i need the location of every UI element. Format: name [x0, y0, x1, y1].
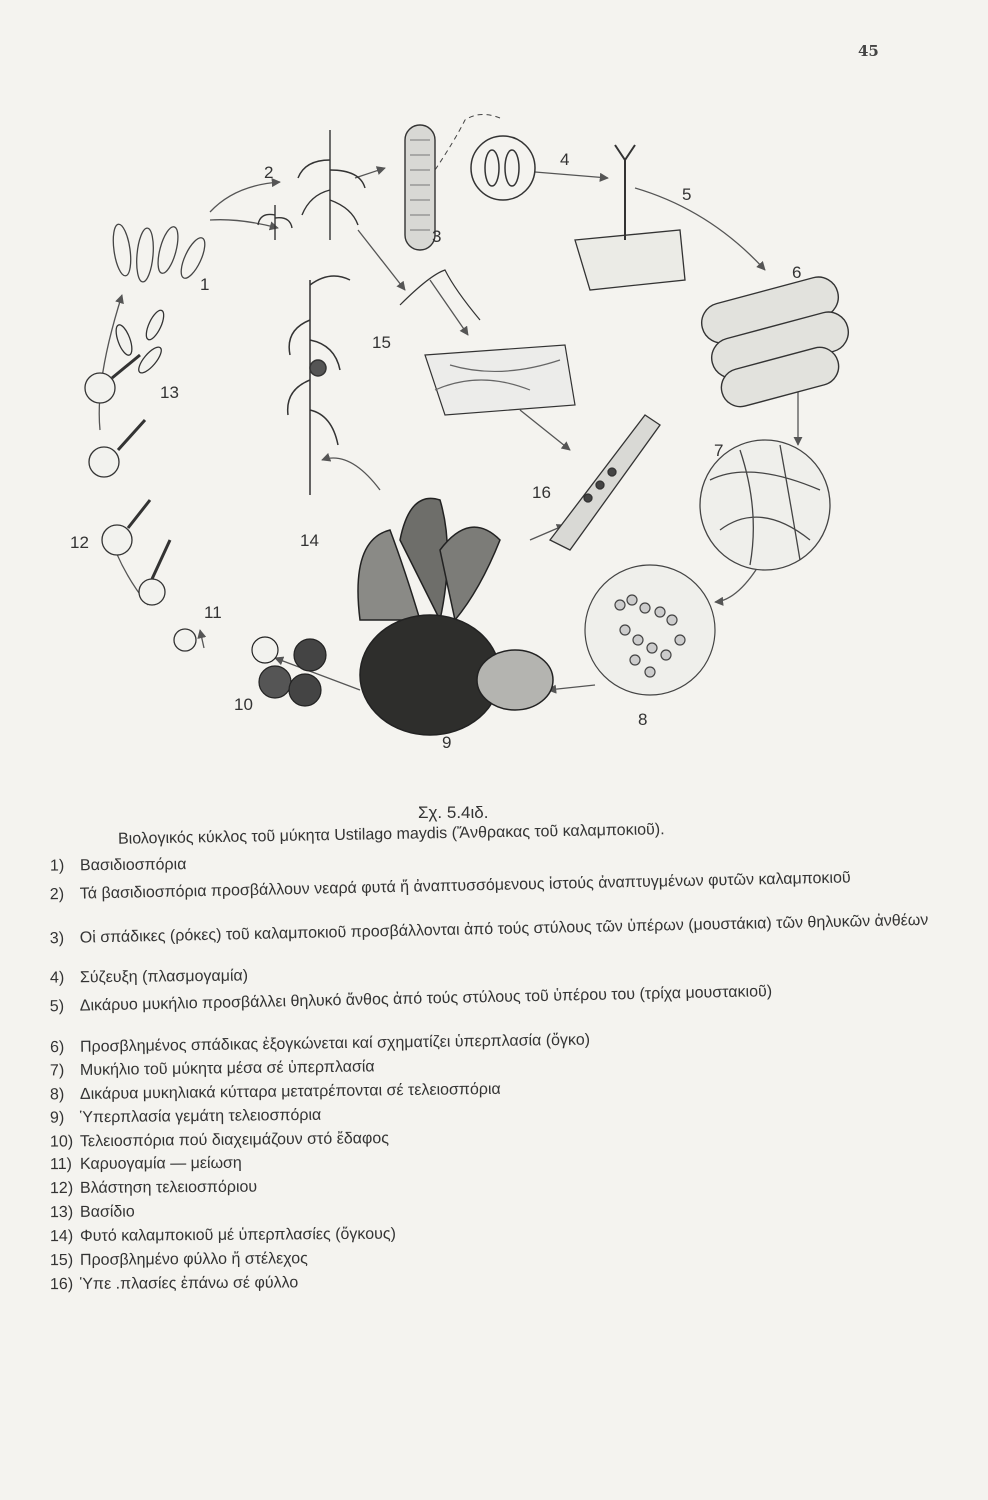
label-6: 6 [792, 263, 802, 282]
label-3: 3 [432, 227, 442, 246]
legend-text: Βασίδιο [79, 1203, 135, 1221]
label-14: 14 [300, 531, 319, 550]
teliospores-forming-8 [585, 565, 715, 695]
label-5: 5 [682, 185, 692, 204]
legend-text: Σύζευξη (πλασμογαμία) [79, 967, 249, 987]
infected-leaf-15 [400, 270, 575, 415]
teliospores-10 [252, 637, 326, 706]
gall-9 [358, 498, 553, 735]
label-7: 7 [714, 441, 724, 460]
legend-number: 13) [49, 1203, 74, 1222]
legend-number: 1) [49, 857, 65, 875]
corn-cob-3 [405, 114, 500, 250]
legend-number: 4) [49, 969, 65, 987]
figure-caption-description: Βιολογικός κύκλος τοῦ μύκητα Ustilago maydis (Ἄνθρακας τοῦ καλαμποκιοῦ). [117, 821, 665, 848]
young-corn-plant-2 [258, 130, 365, 240]
figure-caption-title: Σχ. 5.4ιδ. [418, 803, 489, 822]
legend-number: 12) [49, 1179, 74, 1198]
legend-number: 16) [49, 1275, 74, 1294]
legend-number: 7) [49, 1062, 65, 1080]
legend-number: 5) [49, 997, 65, 1016]
label-11: 11 [204, 603, 222, 622]
legend-number: 14) [49, 1227, 74, 1246]
legend-text: Ὑπε .πλασίες ἐπάνω σέ φύλλο [79, 1274, 299, 1293]
legend-text: Μυκήλιο τοῦ μύκητα μέσα σέ ὑπερπλασία [79, 1058, 375, 1080]
infected-silk-5 [575, 195, 685, 290]
legend-number: 2) [49, 885, 65, 904]
legend-number: 15) [49, 1251, 74, 1270]
legend-text: Προσβλημένο φύλλο ἤ στέλεχος [79, 1250, 308, 1269]
legend-number: 9) [49, 1109, 65, 1127]
plasmogamy-4 [471, 136, 635, 230]
legend-text: Βασιδιοσπόρια [79, 856, 187, 875]
leaf-galls-16 [550, 415, 660, 550]
label-12: 12 [70, 533, 89, 552]
legend-number: 11) [49, 1155, 72, 1174]
label-8: 8 [638, 710, 648, 729]
basidiospores-1 [110, 223, 209, 282]
legend-text: Δικάρυα μυκηλιακά κύτταρα μετατρέπονται σέ τελειοσπόρια [79, 1080, 501, 1104]
legend-number: 10) [49, 1133, 74, 1151]
legend-text: Τά βασιδιοσπόρια προσβάλλουν νεαρά φυτά ἤ ἀναπτυσσόμενους ἱστούς ἀναπτυγμένων φυτῶν καλαμποκιοῦ [79, 869, 851, 903]
legend-text: Οἱ σπάδικες (ρόκες) τοῦ καλαμποκιοῦ προσβάλλονται ἀπό τούς στύλους τῶν ὑπέρων (μουστάκια) τῶν θηλυκῶν ἀνθέων [79, 911, 929, 947]
label-15: 15 [372, 333, 391, 352]
label-9: 9 [442, 733, 452, 752]
corn-plant-with-galls-14 [288, 276, 350, 495]
figure-legend [50, 852, 930, 1296]
legend-text: Καρυογαμία — μείωση [79, 1154, 242, 1173]
page-number: 45 [858, 42, 879, 60]
germinating-teliospores [85, 308, 196, 651]
label-16: 16 [532, 483, 551, 502]
legend-number: 6) [49, 1038, 65, 1057]
legend-text: Φυτό καλαμποκιοῦ μέ ὑπερπλασίες (ὄγκους) [79, 1225, 396, 1245]
legend-number: 3) [49, 929, 65, 948]
legend-text: Τελειοσπόρια πού διαχειμάζουν στό ἔδαφος [79, 1130, 390, 1151]
label-2: 2 [264, 163, 274, 182]
legend-item [50, 1269, 930, 1299]
life-cycle-diagram [60, 100, 940, 780]
label-1: 1 [200, 275, 210, 294]
label-13: 13 [160, 383, 179, 402]
label-4: 4 [560, 150, 570, 169]
legend-number: 8) [49, 1086, 65, 1104]
label-10: 10 [234, 695, 253, 714]
legend-text: Προσβλημένος σπάδικας ἐξογκώνεται καί σχηματίζει ὑπερπλασία (ὄγκο) [79, 1031, 591, 1056]
swollen-cob-6 [697, 273, 853, 411]
legend-text: Βλάστηση τελειοσπόριου [79, 1178, 258, 1197]
legend-text: Δικάρυο μυκήλιο προσβάλλει θηλυκό ἄνθος ἀπό τούς στύλους τοῦ ὑπέρου του (τρίχα μουστακιοῦ) [79, 983, 773, 1015]
legend-text: Ὑπερπλασία γεμάτη τελειοσπόρια [79, 1106, 322, 1127]
